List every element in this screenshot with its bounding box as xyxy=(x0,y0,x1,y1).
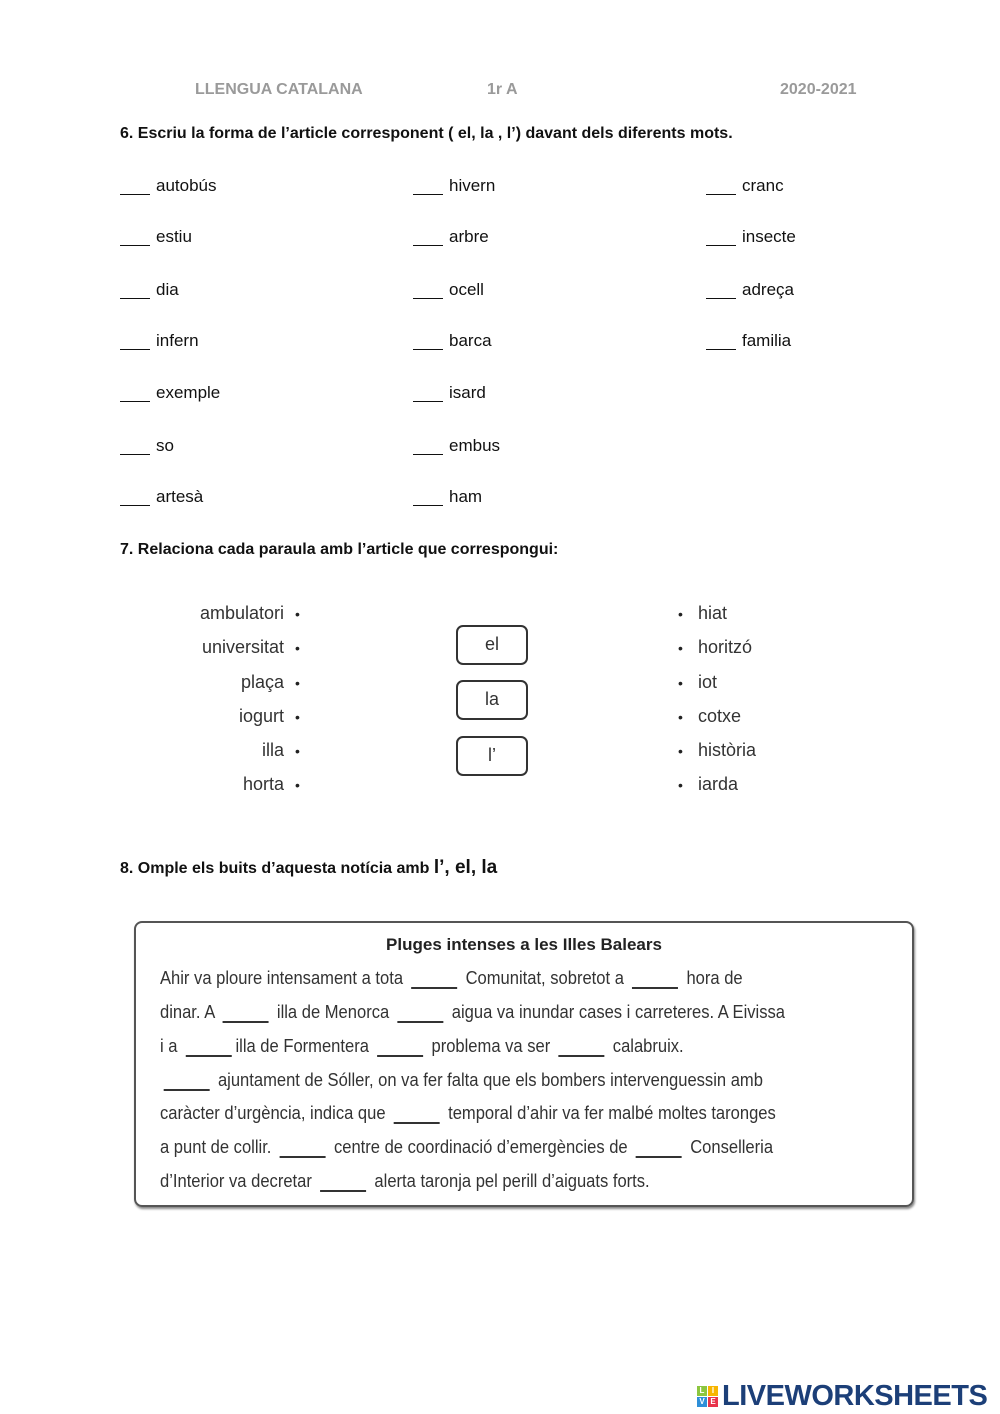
article-item xyxy=(706,280,794,300)
news-text: Comunitat, sobretot a xyxy=(460,968,629,988)
article-item xyxy=(120,227,192,247)
header-year: 2020-2021 xyxy=(780,81,857,98)
news-line xyxy=(160,1070,763,1091)
word-label: so xyxy=(156,436,174,455)
word-label: autobús xyxy=(156,176,217,195)
word-label: barca xyxy=(449,331,492,350)
news-blank-input[interactable] xyxy=(559,1041,605,1057)
word-label: insecte xyxy=(742,227,796,246)
article-blank-input[interactable] xyxy=(120,180,150,195)
article-item xyxy=(120,176,217,196)
left-match-dot[interactable]: • xyxy=(295,606,300,622)
article-blank-input[interactable] xyxy=(413,180,443,195)
news-text: Ahir va ploure intensament a tota xyxy=(160,968,408,988)
news-text: centre de coordinació d’emergències de xyxy=(329,1137,633,1157)
news-blank-input[interactable] xyxy=(280,1142,326,1158)
word-label: arbre xyxy=(449,227,489,246)
left-match-dot[interactable]: • xyxy=(295,743,300,759)
news-blank-input[interactable] xyxy=(164,1075,210,1091)
article-item xyxy=(413,436,500,456)
word-label: embus xyxy=(449,436,501,455)
news-blank-input[interactable] xyxy=(186,1041,232,1057)
left-match-dot[interactable]: • xyxy=(295,675,300,691)
news-text: Conselleria xyxy=(685,1137,774,1157)
word-label: artesà xyxy=(156,487,204,506)
news-blank-input[interactable] xyxy=(636,1142,682,1158)
article-item xyxy=(120,487,203,507)
article-blank-input[interactable] xyxy=(706,180,736,195)
article-item xyxy=(120,383,220,403)
article-blank-input[interactable] xyxy=(120,335,150,350)
left-word: illa xyxy=(261,740,284,760)
news-blank-input[interactable] xyxy=(632,973,678,989)
article-blank-input[interactable] xyxy=(706,284,736,299)
article-blank-input[interactable] xyxy=(120,491,150,506)
liveworksheets-logo xyxy=(697,1380,987,1413)
article-blank-input[interactable] xyxy=(413,231,443,246)
news-blank-input[interactable] xyxy=(397,1007,443,1023)
word-label: adreça xyxy=(742,280,794,299)
news-text: i a xyxy=(160,1036,183,1056)
news-line xyxy=(160,1002,785,1023)
news-line xyxy=(160,1103,776,1124)
news-blank-input[interactable] xyxy=(377,1041,423,1057)
news-text: d’Interior va decretar xyxy=(160,1171,317,1191)
news-text: calabruix. xyxy=(608,1036,684,1056)
news-title: Pluges intenses a les Illes Balears xyxy=(386,935,662,954)
word-label: estiu xyxy=(156,227,192,246)
question-7-title: 7. Relaciona cada paraula amb l’article que correspongui: xyxy=(120,541,559,558)
article-item xyxy=(120,280,179,300)
news-line xyxy=(160,968,743,989)
header-subject: LLENGUA CATALANA xyxy=(195,81,363,98)
article-item xyxy=(706,331,791,351)
right-match-dot[interactable]: • xyxy=(678,743,683,759)
news-text: hora de xyxy=(681,968,743,988)
news-text: a punt de collir. xyxy=(160,1137,277,1157)
article-blank-input[interactable] xyxy=(120,440,150,455)
right-match-dot[interactable]: • xyxy=(678,606,683,622)
article-blank-input[interactable] xyxy=(120,387,150,402)
article-box[interactable]: la xyxy=(456,680,528,720)
article-blank-input[interactable] xyxy=(413,387,443,402)
right-word: cotxe xyxy=(698,706,742,726)
article-box[interactable]: l’ xyxy=(456,736,528,776)
article-item xyxy=(413,383,486,403)
article-item xyxy=(120,436,174,456)
left-word: plaça xyxy=(240,672,284,692)
left-word: horta xyxy=(242,774,284,794)
logo-cube-icon xyxy=(697,1386,718,1407)
article-item xyxy=(413,280,484,300)
article-item xyxy=(413,176,495,196)
right-match-dot[interactable]: • xyxy=(678,777,683,793)
news-text: illa de Menorca xyxy=(272,1002,394,1022)
news-text: alerta taronja pel perill d’aiguats forts. xyxy=(369,1171,650,1191)
right-word: iarda xyxy=(698,774,739,794)
news-blank-input[interactable] xyxy=(394,1108,440,1124)
header-group: 1r A xyxy=(487,81,518,98)
right-word: iot xyxy=(698,672,718,692)
word-label: ham xyxy=(449,487,483,506)
left-match-dot[interactable]: • xyxy=(295,709,300,725)
news-text: dinar. A xyxy=(160,1002,219,1022)
right-match-dot[interactable]: • xyxy=(678,709,683,725)
logo-cube-letter: V xyxy=(697,1397,707,1407)
question-6-title: 6. Escriu la forma de l’article corresponent ( el, la , l’) davant dels diferents mots. xyxy=(120,125,733,142)
article-item xyxy=(706,227,796,247)
article-item xyxy=(413,331,492,351)
news-text: illa de Formentera xyxy=(235,1036,374,1056)
news-text: problema va ser xyxy=(426,1036,555,1056)
news-line xyxy=(160,1036,684,1057)
word-label: hivern xyxy=(449,176,496,195)
news-text: aigua va inundar cases i carreteres. A Eivissa xyxy=(447,1002,785,1022)
right-word: història xyxy=(698,740,757,760)
right-match-dot[interactable]: • xyxy=(678,675,683,691)
word-label: ocell xyxy=(449,280,484,299)
news-blank-input[interactable] xyxy=(411,973,457,989)
word-label: isard xyxy=(449,383,486,402)
article-box[interactable]: el xyxy=(456,625,528,665)
right-match-dot[interactable]: • xyxy=(678,640,683,656)
news-line xyxy=(160,1137,773,1158)
word-label: exemple xyxy=(156,383,221,402)
left-word: ambulatori xyxy=(199,603,284,623)
question-8-articles: l’, el, la xyxy=(433,857,498,878)
word-label: cranc xyxy=(742,176,784,195)
news-text: ajuntament de Sóller, on va fer falta que els bombers intervenguessin amb xyxy=(213,1070,763,1090)
question-8-title xyxy=(120,857,497,879)
article-blank-input[interactable] xyxy=(706,335,736,350)
article-blank-input[interactable] xyxy=(120,231,150,246)
right-word: horitzó xyxy=(698,637,753,657)
right-word: hiat xyxy=(698,603,728,623)
news-blank-input[interactable] xyxy=(223,1007,269,1023)
article-blank-input[interactable] xyxy=(413,284,443,299)
article-item xyxy=(413,487,482,507)
word-label: dia xyxy=(156,280,179,299)
logo-text: LIVEWORKSHEETS xyxy=(722,1380,988,1412)
article-blank-input[interactable] xyxy=(413,440,443,455)
word-label: infern xyxy=(156,331,199,350)
logo-cube-letter: E xyxy=(708,1397,718,1407)
article-blank-input[interactable] xyxy=(706,231,736,246)
article-item xyxy=(706,176,784,196)
article-blank-input[interactable] xyxy=(413,491,443,506)
article-item xyxy=(413,227,489,247)
left-match-dot[interactable]: • xyxy=(295,640,300,656)
news-text: caràcter d’urgència, indica que xyxy=(160,1103,391,1123)
news-line xyxy=(160,1171,650,1192)
logo-cube-letter: L xyxy=(697,1386,707,1396)
article-item xyxy=(120,331,199,351)
logo-cube-letter: I xyxy=(708,1386,718,1396)
left-word: universitat xyxy=(201,637,284,657)
news-blank-input[interactable] xyxy=(320,1176,366,1192)
left-match-dot[interactable]: • xyxy=(295,777,300,793)
news-box xyxy=(134,921,914,1207)
article-blank-input[interactable] xyxy=(413,335,443,350)
news-text: temporal d’ahir va fer malbé moltes taronges xyxy=(443,1103,776,1123)
question-8-title-text: 8. Omple els buits d’aquesta notícia amb xyxy=(120,860,434,877)
left-word: iogurt xyxy=(238,706,284,726)
article-blank-input[interactable] xyxy=(120,284,150,299)
word-label: familia xyxy=(742,331,792,350)
